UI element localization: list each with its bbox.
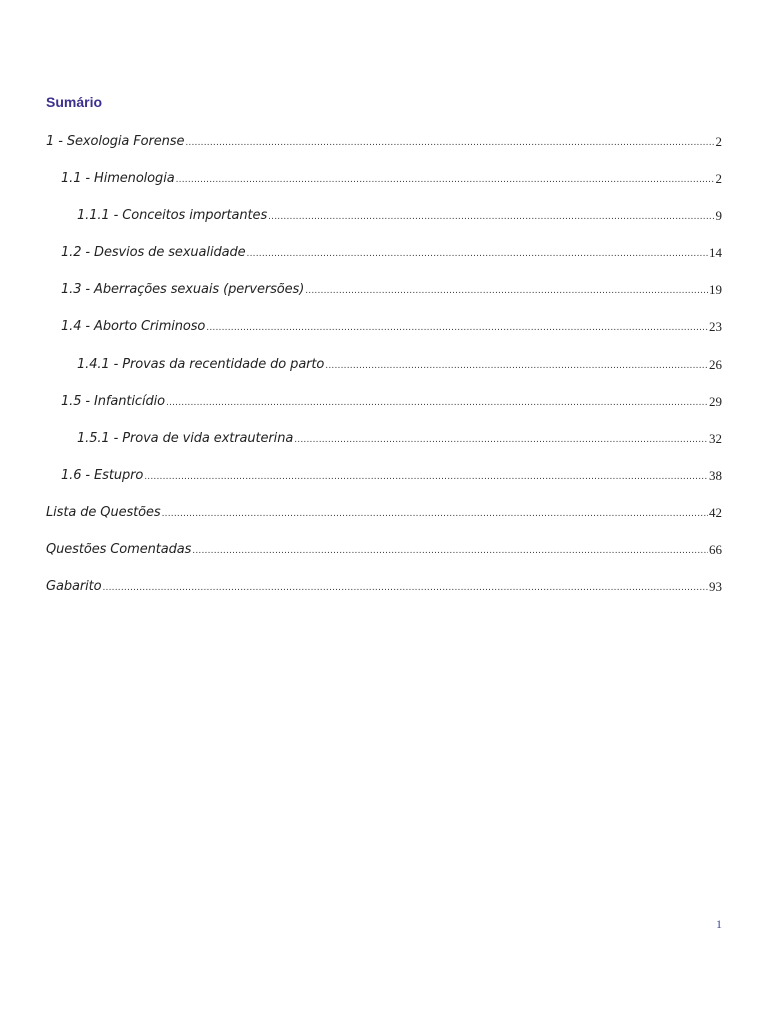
toc-entry-label: 1.4.1 - Provas da recentidade do parto: [77, 356, 325, 372]
dot-leader: [294, 429, 708, 451]
toc-entry-label: 1.6 - Estupro: [61, 467, 144, 483]
toc-entry-label: Questões Comentadas: [46, 542, 192, 558]
toc-entry-page: 29: [709, 393, 722, 409]
toc-entry-page: 14: [709, 245, 722, 261]
toc-entry-page: 2: [715, 134, 722, 149]
toc-entry-page: 42: [709, 504, 722, 520]
toc-entry-aborto-criminoso[interactable]: [46, 316, 722, 353]
toc-title: Sumário: [46, 94, 103, 110]
dot-leader: [166, 392, 708, 414]
toc-entry-label: 1.1 - Himenologia: [61, 171, 175, 187]
dot-leader: [102, 577, 708, 599]
toc-entry-himenologia[interactable]: [46, 168, 722, 205]
toc-entry-label: 1.2 - Desvios de sexualidade: [61, 245, 246, 261]
dot-leader: [192, 540, 708, 562]
toc-entry-page: 93: [709, 579, 722, 595]
toc-entry-sexologia-forense[interactable]: [46, 131, 722, 168]
dot-leader: [247, 243, 708, 265]
dot-leader: [176, 169, 715, 191]
dot-leader: [325, 355, 708, 377]
toc-entry-label: 1.5.1 - Prova de vida extrauterina: [77, 430, 294, 446]
toc-entry-conceitos-importantes[interactable]: [46, 205, 722, 242]
toc-entry-label: 1 - Sexologia Forense: [46, 134, 185, 149]
dot-leader: [162, 503, 708, 525]
toc-entry-provas-recentidade-parto[interactable]: [46, 354, 722, 391]
table-of-contents: [46, 131, 722, 613]
toc-entry-label: Lista de Questões: [46, 504, 161, 520]
toc-entry-label: 1.4 - Aborto Criminoso: [61, 319, 206, 335]
toc-entry-label: 1.3 - Aberrações sexuais (perversões): [61, 282, 305, 298]
toc-entry-page: 32: [709, 430, 722, 446]
toc-entry-label: Gabarito: [46, 579, 102, 595]
dot-leader: [268, 206, 714, 228]
toc-entry-page: 66: [709, 542, 722, 558]
dot-leader: [305, 280, 708, 302]
toc-entry-page: 9: [715, 208, 722, 224]
dot-leader: [144, 466, 708, 488]
toc-entry-label: 1.1.1 - Conceitos importantes: [77, 208, 268, 224]
toc-entry-page: 23: [709, 319, 722, 335]
dot-leader: [185, 132, 714, 154]
toc-entry-page: 26: [709, 356, 722, 372]
page-number: 1: [716, 917, 722, 931]
toc-entry-label: 1.5 - Infanticídio: [61, 393, 165, 409]
toc-entry-aberracoes-sexuais[interactable]: [46, 279, 722, 316]
toc-entry-desvios-de-sexualidade[interactable]: [46, 242, 722, 279]
toc-entry-infanticidio[interactable]: [46, 391, 722, 428]
toc-entry-prova-vida-extrauterina[interactable]: [46, 428, 722, 465]
toc-entry-estupro[interactable]: [46, 465, 722, 502]
toc-entry-page: 38: [709, 467, 722, 483]
toc-entry-page: 2: [715, 171, 722, 187]
toc-entry-lista-de-questoes[interactable]: [46, 502, 722, 539]
toc-entry-gabarito[interactable]: [46, 576, 722, 613]
dot-leader: [206, 317, 708, 339]
toc-entry-page: 19: [709, 282, 722, 298]
toc-entry-questoes-comentadas[interactable]: [46, 539, 722, 576]
